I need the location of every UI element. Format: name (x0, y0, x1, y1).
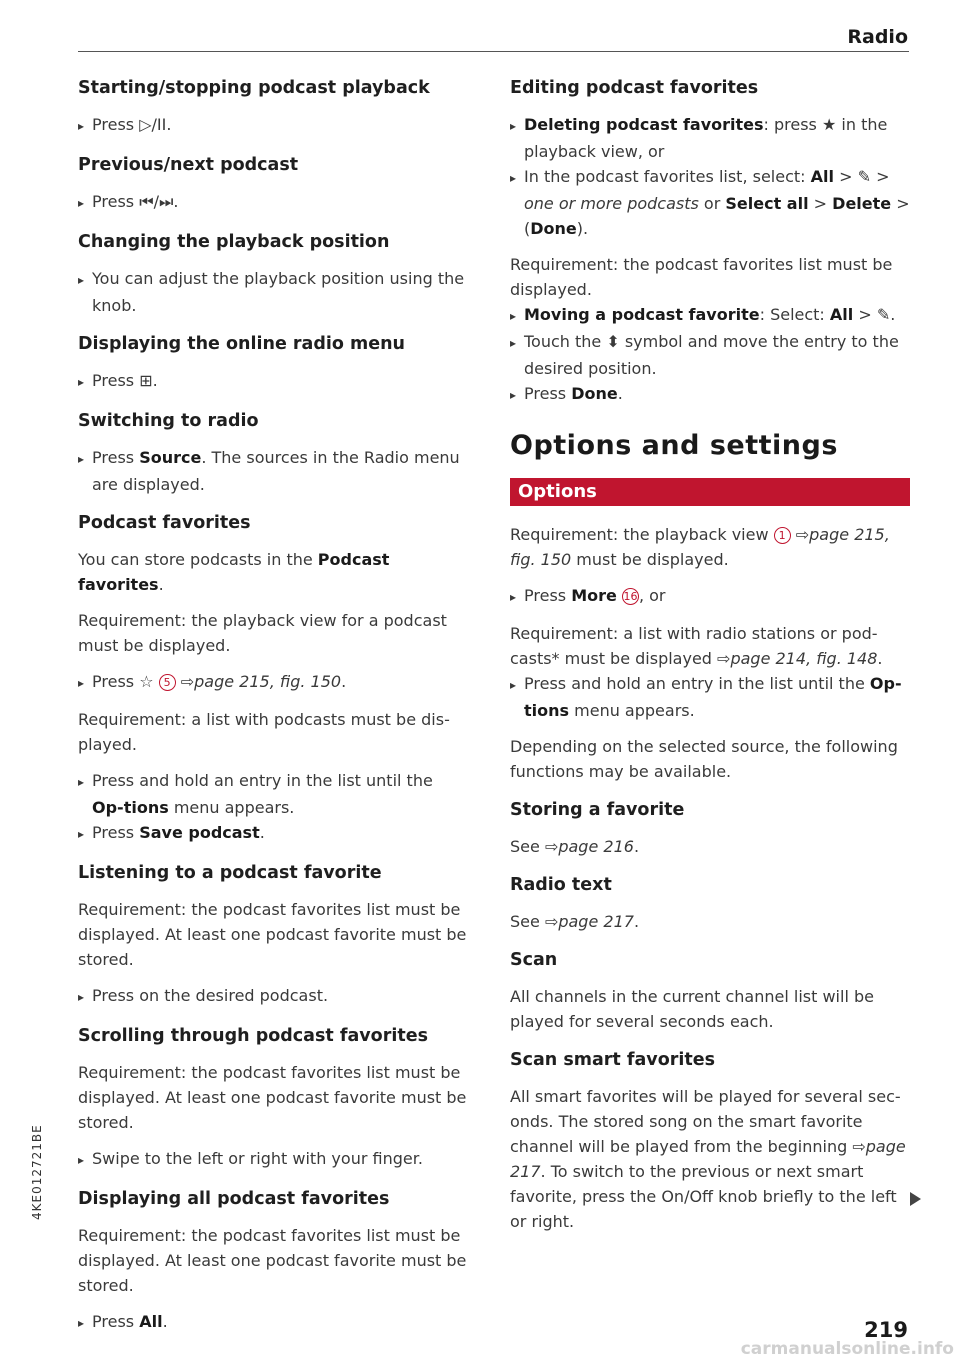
document-code: 4KE012721BE (30, 1124, 44, 1220)
left-column (78, 76, 468, 1347)
paragraph: Depending on the selected source, the following functions may be available. (510, 737, 898, 781)
page-reference[interactable]: page 215, fig. 150 (510, 525, 890, 569)
bullet-item: ▸ Deleting podcast favorites: press ★ in the playback view, or (510, 112, 910, 164)
bullet-item: ▸ Press ☆ 5 ⇨page 215, fig. 150. (78, 669, 468, 696)
paragraph: Requirement: a list with podcasts must be dis-played. (78, 710, 450, 754)
bullet-list (78, 266, 468, 318)
section-title: Scan (510, 950, 558, 970)
bullet-list (510, 112, 910, 241)
section-title: Podcast favorites (78, 513, 251, 533)
bullet-list (78, 112, 468, 139)
bullet-list (78, 768, 468, 847)
paragraph: Requirement: the podcast favorites list must be displayed. (510, 255, 893, 299)
bullet-item: ▸ Press ▷/II. (78, 112, 468, 139)
paragraph: All smart favorites will be played for several sec-onds. The stored song on the smart favorite channel will be played from the beginning ⇨page 217. To switch to the previous or next smart favorite, press the On/Off knob briefly to the left or right. (510, 1087, 906, 1231)
bullet-item: ▸ Press Done. (510, 381, 910, 408)
bullet-item: ▸ Moving a podcast favorite: Select: All > ✎. (510, 302, 910, 329)
callout-number-icon: 16 (623, 590, 638, 603)
bullet-list (78, 669, 468, 696)
bullet-item: ▸ Press Save podcast. (78, 820, 468, 847)
paragraph: You can store podcasts in the Podcast favorites. (78, 550, 390, 594)
bullet-list (510, 583, 910, 610)
section-title: Scan smart favorites (510, 1050, 716, 1070)
bullet-item: ▸ Press ⊞. (78, 368, 468, 395)
section-title: Editing podcast favorites (510, 78, 759, 98)
bullet-item: ▸ Press on the desired podcast. (78, 983, 468, 1010)
options-banner: Options (510, 478, 910, 506)
chapter-title: Options and settings (510, 430, 838, 461)
bullet-list (510, 671, 910, 723)
watermark: carmanualsonline.info (740, 1339, 954, 1359)
bullet-item: ▸ You can adjust the playback position using the knob. (78, 266, 468, 318)
section-title: Displaying all podcast favorites (78, 1189, 390, 1209)
arrow-right-icon: ⇨ (795, 525, 810, 544)
continue-arrow-icon (910, 1192, 921, 1206)
section-title: Scrolling through podcast favorites (78, 1026, 428, 1046)
bullet-list (510, 302, 910, 408)
bullet-item: ▸ Press More 16, or (510, 583, 910, 610)
bullet-item: ▸ Swipe to the left or right with your finger. (78, 1146, 468, 1173)
section-title: Radio text (510, 875, 612, 895)
section-title: Changing the playback position (78, 232, 390, 252)
section-title: Starting/stopping podcast playback (78, 78, 430, 98)
arrow-right-icon: ⇨ (544, 912, 559, 931)
page-number: 219 (864, 1318, 908, 1342)
bullet-item: ▸ Press All. (78, 1309, 468, 1336)
bullet-item: ▸ Touch the ⬍ symbol and move the entry to the desired position. (510, 329, 910, 381)
bullet-list (78, 1309, 468, 1336)
paragraph: All channels in the current channel list will be played for several seconds each. (510, 987, 874, 1031)
arrow-right-icon: ⇨ (717, 649, 731, 668)
paragraph: Requirement: the podcast favorites list must be displayed. At least one podcast favorite must be stored. (78, 1226, 467, 1295)
paragraph: Requirement: the podcast favorites list must be displayed. At least one podcast favorite must be stored. (78, 900, 467, 969)
page-reference[interactable]: page 214, fig. 148 (730, 649, 878, 668)
right-column (510, 76, 910, 1245)
arrow-right-icon: ⇨ (852, 1137, 866, 1156)
paragraph: Requirement: the playback view 1 ⇨page 215, fig. 150 must be displayed. (510, 525, 890, 569)
section-title: Previous/next podcast (78, 155, 299, 175)
paragraph: Requirement: the podcast favorites list must be displayed. At least one podcast favorite must be stored. (78, 1063, 467, 1132)
bullet-item: ▸ Press and hold an entry in the list until the Op-tions menu appears. (510, 671, 910, 723)
paragraph: Requirement: the playback view for a podcast must be displayed. (78, 611, 447, 655)
callout-number-icon: 5 (159, 674, 176, 691)
bullet-item: ▸ Press ⏮/⏭. (78, 189, 468, 216)
header-title: Radio (847, 26, 908, 48)
arrow-right-icon: ⇨ (544, 837, 559, 856)
bullet-list (78, 445, 468, 497)
callout-number-icon: 1 (774, 527, 791, 544)
page-reference[interactable]: page 217 (510, 1137, 906, 1181)
bullet-item: ▸ Press Source. The sources in the Radio menu are displayed. (78, 445, 468, 497)
bullet-list (78, 368, 468, 395)
section-title: Listening to a podcast favorite (78, 863, 382, 883)
section-title: Storing a favorite (510, 800, 685, 820)
bullet-list (78, 1146, 468, 1173)
section-title: Switching to radio (78, 411, 259, 431)
section-title: Displaying the online radio menu (78, 334, 406, 354)
paragraph: See ⇨page 217. (510, 912, 640, 931)
page-reference[interactable]: page 215, fig. 150 (194, 672, 342, 691)
bullet-list (78, 983, 468, 1010)
header-rule (78, 51, 909, 52)
bullet-item: ▸ In the podcast favorites list, select: All > ✎ > one or more podcasts or Select all > Delete > (Done). (510, 164, 910, 241)
page-reference[interactable]: page 216 (558, 837, 634, 856)
bullet-list (78, 189, 468, 216)
arrow-right-icon: ⇨ (180, 672, 195, 691)
bullet-item: ▸ Press and hold an entry in the list until the Op-tions menu appears. (78, 768, 468, 820)
paragraph: Requirement: a list with radio stations or pod-casts* must be displayed ⇨page 214, fig. 148. (510, 624, 883, 668)
page-reference[interactable]: page 217 (558, 912, 634, 931)
paragraph: See ⇨page 216. (510, 837, 640, 856)
